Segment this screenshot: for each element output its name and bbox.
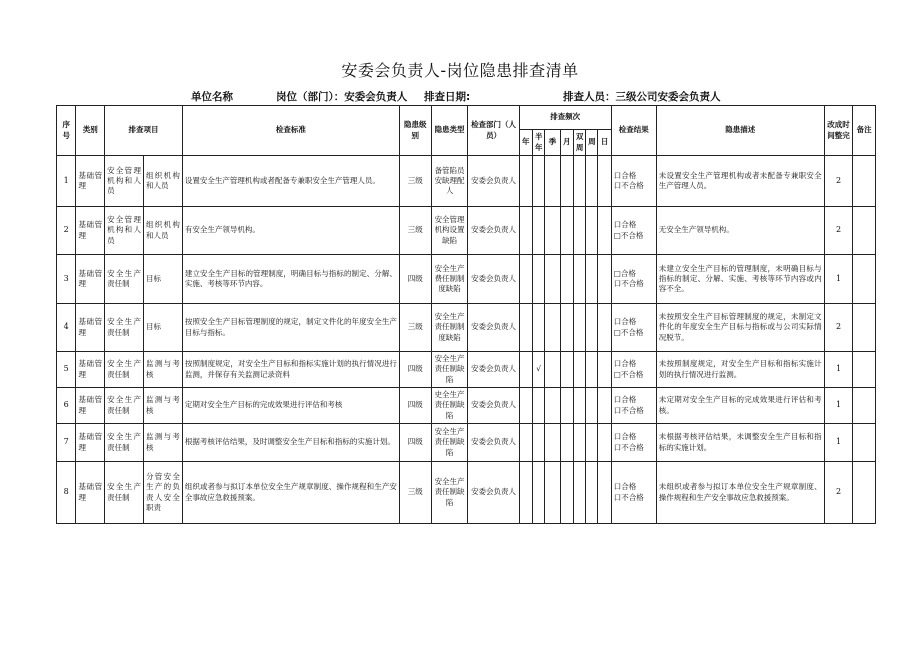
row-description: 未根据考核评估结果，未调整安全生产目标和指标的实施计划。 [656, 424, 824, 462]
row-hazard-type: 安全生产责任制缺陷 [431, 352, 468, 388]
row-result [611, 255, 656, 304]
row-freq-week [586, 388, 598, 424]
row-deadline: 2 [824, 156, 853, 207]
unit-label: 单位名称 [191, 91, 233, 103]
row-freq-week [586, 255, 598, 304]
pass-checkbox[interactable]: 口合格 [613, 220, 637, 230]
row-category: 基础管理 [76, 352, 105, 388]
header-freq-year: 年 [519, 130, 532, 156]
row-freq-year [519, 388, 532, 424]
header-item: 排查项目 [105, 106, 183, 156]
row-freq-biweek [573, 462, 585, 524]
post-label: 岗位（部门）：安委会负责人 [276, 91, 408, 103]
row-standard: 按照制度规定，对安全生产目标和指标实施计划的执行情况进行监测，并保存有关监测记录资料 [182, 352, 399, 388]
row-dept: 安委会负责人 [468, 424, 519, 462]
row-category: 基础管理 [76, 207, 105, 255]
row-freq-half [532, 156, 544, 207]
row-freq-month [560, 207, 573, 255]
row-number: 2 [57, 207, 76, 255]
row-freq-biweek [573, 388, 585, 424]
header-freq-biweek: 双周 [573, 130, 585, 156]
fail-checkbox[interactable]: □不合格 [613, 369, 644, 379]
row-freq-month [560, 255, 573, 304]
row-note [853, 388, 876, 424]
row-freq-season [545, 304, 560, 352]
row-dept: 安委会负责人 [468, 388, 519, 424]
row-level: 三级 [399, 156, 431, 207]
row-freq-year [519, 255, 532, 304]
row-dept: 安委会负责人 [468, 304, 519, 352]
row-freq-month [560, 352, 573, 388]
row-result [611, 352, 656, 388]
row-deadline: 2 [824, 207, 853, 255]
row-dept: 安委会负责人 [468, 156, 519, 207]
row-freq-day [598, 388, 611, 424]
table-row [57, 255, 876, 304]
row-number: 3 [57, 255, 76, 304]
header-dept: 检查部门（人员） [468, 106, 519, 156]
row-result [611, 304, 656, 352]
row-description: 未定期对安全生产目标的完成效果进行评估和考核。 [656, 388, 824, 424]
row-number: 5 [57, 352, 76, 388]
row-freq-month [560, 424, 573, 462]
row-freq-season [545, 156, 560, 207]
row-number: 8 [57, 462, 76, 524]
fail-checkbox[interactable]: □不合格 [613, 327, 644, 337]
row-standard: 按照安全生产目标管理制度的规定，制定文件化的年度安全生产目标与指标。 [182, 304, 399, 352]
row-freq-day [598, 352, 611, 388]
row-freq-biweek [573, 304, 585, 352]
header-freq-week: 周 [586, 130, 598, 156]
date-label: 排查日期: [424, 91, 471, 103]
document-title: 安委会负责人-岗位隐患排查清单 [341, 61, 579, 80]
row-hazard-type: 安全生产责任制缺陷 [431, 462, 468, 524]
row-freq-day [598, 462, 611, 524]
header-standard: 检查标准 [182, 106, 399, 156]
row-freq-month [560, 462, 573, 524]
row-note [853, 462, 876, 524]
row-freq-half [532, 388, 544, 424]
row-freq-biweek [573, 156, 585, 207]
table-row [57, 304, 876, 352]
row-item-main: 安全生产责任制 [105, 352, 144, 388]
row-note [853, 255, 876, 304]
row-level: 四级 [399, 388, 431, 424]
row-freq-year [519, 352, 532, 388]
row-freq-season [545, 388, 560, 424]
row-description: 无安全生产领导机构。 [656, 207, 824, 255]
row-deadline: 1 [824, 424, 853, 462]
row-item-main: 安全管理机构和人员 [105, 156, 144, 207]
inspection-table [56, 105, 876, 524]
row-freq-day [598, 424, 611, 462]
row-category: 基础管理 [76, 156, 105, 207]
row-freq-season [545, 207, 560, 255]
row-number: 4 [57, 304, 76, 352]
table-row [57, 352, 876, 388]
row-hazard-type: 史全生产责任制缺陷 [431, 388, 468, 424]
row-freq-week [586, 352, 598, 388]
row-level: 四级 [399, 255, 431, 304]
row-item-main: 安全生产责任制 [105, 462, 144, 524]
row-deadline: 1 [824, 388, 853, 424]
header-category: 类别 [76, 106, 105, 156]
row-deadline: 2 [824, 462, 853, 524]
row-freq-day [598, 304, 611, 352]
row-level: 四级 [399, 424, 431, 462]
row-freq-year [519, 424, 532, 462]
row-freq-half [532, 462, 544, 524]
header-freq-month: 月 [560, 130, 573, 156]
row-deadline: 1 [824, 255, 853, 304]
row-dept: 安委会负责人 [468, 255, 519, 304]
fail-checkbox[interactable]: 口不合格 [613, 405, 644, 415]
row-freq-biweek [573, 207, 585, 255]
row-description: 未组织或者参与拟订本单位安全生产规章制度、操作规程和生产安全事故应急救援预案。 [656, 462, 824, 524]
table-row [57, 156, 876, 207]
row-note [853, 424, 876, 462]
row-description: 未按照安全生产目标管理制度的规定，未制定文件化的年度安全生产目标与指标或与公司实际情况脱节。 [656, 304, 824, 352]
row-number: 7 [57, 424, 76, 462]
row-freq-week [586, 424, 598, 462]
pass-checkbox[interactable]: 口合格 [613, 395, 637, 405]
row-hazard-type: 安全生产责任制制度缺陷 [431, 304, 468, 352]
row-standard: 有安全生产领导机构。 [182, 207, 399, 255]
fail-checkbox[interactable]: 口不合格 [613, 279, 644, 288]
row-freq-week [586, 156, 598, 207]
row-note [853, 156, 876, 207]
row-note [853, 304, 876, 352]
fail-checkbox[interactable]: □不合格 [613, 230, 644, 240]
row-item-sub: 组织机构和人员 [143, 156, 182, 207]
row-category: 基础管理 [76, 424, 105, 462]
fail-checkbox[interactable]: 口不合格 [613, 492, 644, 502]
header-type: 隐患类型 [431, 106, 468, 156]
row-standard: 组织或者参与拟订本单位安全生产规章制度、操作规程和生产安全事故应急救援预案。 [182, 462, 399, 524]
pass-checkbox[interactable]: 口合格 [613, 359, 637, 369]
header-freq: 排查频次 [519, 106, 611, 130]
header-result: 检查结果 [611, 106, 656, 156]
row-item-sub: 监测与考核 [143, 352, 182, 388]
pass-checkbox[interactable]: □合格 [613, 268, 636, 278]
inspector-label: 排查人员：三级公司安委会负责人 [563, 91, 721, 103]
row-result [611, 388, 656, 424]
row-freq-season [545, 352, 560, 388]
row-item-sub: 组织机构和人员 [143, 207, 182, 255]
row-hazard-type: 备管陷员安缺理配人 [431, 156, 468, 207]
row-item-main: 安全生产责任制 [105, 255, 144, 304]
row-dept: 安委会负责人 [468, 207, 519, 255]
row-standard: 根据考核评估结果，及时调整安全生产目标和指标的实施计划。 [182, 424, 399, 462]
row-freq-year [519, 156, 532, 207]
row-freq-month [560, 304, 573, 352]
row-freq-day [598, 255, 611, 304]
row-freq-year [519, 304, 532, 352]
pass-checkbox[interactable]: 口合格 [613, 170, 637, 180]
row-freq-month [560, 156, 573, 207]
row-level: 三级 [399, 207, 431, 255]
row-freq-month [560, 388, 573, 424]
row-note [853, 207, 876, 255]
row-result [611, 156, 656, 207]
row-category: 基础管理 [76, 255, 105, 304]
header-freq-half: 半年 [532, 130, 544, 156]
row-category: 基础管理 [76, 304, 105, 352]
row-item-sub: 分管安全生产的负责人安全职责 [143, 462, 182, 524]
header-note: 备注 [853, 106, 876, 156]
row-freq-half [532, 207, 544, 255]
row-hazard-type: 安全生产责任制缺陷 [431, 424, 468, 462]
row-item-main: 安全生产责任制 [105, 304, 144, 352]
row-dept: 安委会负责人 [468, 352, 519, 388]
fail-checkbox[interactable]: 口不合格 [613, 442, 644, 452]
row-item-main: 安全管理机构和人员 [105, 207, 144, 255]
row-number: 6 [57, 388, 76, 424]
row-description: 未建立安全生产目标的管理制度，未明确目标与指标的制定、分解、实施、考核等环节内容或内容不全。 [656, 255, 824, 304]
fail-checkbox[interactable]: 口不合格 [613, 181, 644, 190]
row-freq-half [532, 424, 544, 462]
row-freq-year [519, 462, 532, 524]
pass-checkbox[interactable]: 口合格 [613, 482, 637, 492]
row-freq-biweek [573, 424, 585, 462]
row-hazard-type: 安全生产费任制制度缺陷 [431, 255, 468, 304]
header-deadline: 改成时间整完 [824, 106, 853, 156]
table-row [57, 388, 876, 424]
row-freq-half [532, 304, 544, 352]
row-freq-year [519, 207, 532, 255]
row-category: 基础管理 [76, 388, 105, 424]
row-freq-half [532, 255, 544, 304]
row-level: 三级 [399, 462, 431, 524]
row-note [853, 352, 876, 388]
header-desc: 隐患描述 [656, 106, 824, 156]
table-row [57, 462, 876, 524]
row-standard: 定期对安全生产目标的完成效果进行评估和考核 [182, 388, 399, 424]
table-row [57, 424, 876, 462]
row-dept: 安委会负责人 [468, 462, 519, 524]
header-freq-day: 日 [598, 130, 611, 156]
row-category: 基础管理 [76, 462, 105, 524]
row-item-sub: 目标 [143, 304, 182, 352]
header-no: 序号 [57, 106, 76, 156]
row-deadline: 1 [824, 352, 853, 388]
row-freq-season [545, 462, 560, 524]
row-item-sub: 监测与考核 [143, 388, 182, 424]
row-result [611, 462, 656, 524]
row-item-sub: 监测与考核 [143, 424, 182, 462]
header-level: 隐患级别 [399, 106, 431, 156]
pass-checkbox[interactable]: 口合格 [613, 432, 637, 442]
row-freq-season [545, 255, 560, 304]
row-result [611, 207, 656, 255]
row-deadline: 2 [824, 304, 853, 352]
row-description: 未设置安全生产管理机构或者未配备专兼职安全生产管理人员。 [656, 156, 824, 207]
row-freq-week [586, 207, 598, 255]
row-number: 1 [57, 156, 76, 207]
row-standard: 设置安全生产管理机构或者配备专兼职安全生产管理人员。 [182, 156, 399, 207]
row-level: 三级 [399, 304, 431, 352]
row-hazard-type: 安全管理机构设置缺陷 [431, 207, 468, 255]
row-freq-biweek [573, 255, 585, 304]
row-freq-day [598, 156, 611, 207]
row-item-sub: 目标 [143, 255, 182, 304]
row-freq-season [545, 424, 560, 462]
row-item-main: 安全生产责任制 [105, 424, 144, 462]
row-result [611, 424, 656, 462]
row-freq-week [586, 462, 598, 524]
row-standard: 建立安全生产目标的管理制度，明确目标与指标的制定、分解、实施、考核等环节内容。 [182, 255, 399, 304]
table-row [57, 207, 876, 255]
row-freq-day [598, 207, 611, 255]
row-description: 未按照制度规定，对安全生产目标和指标实施计划的执行情况进行监测。 [656, 352, 824, 388]
row-freq-half: √ [532, 352, 544, 388]
pass-checkbox[interactable]: 口合格 [613, 317, 637, 327]
row-item-main: 安全生产责任制 [105, 388, 144, 424]
row-freq-biweek [573, 352, 585, 388]
row-level: 四级 [399, 352, 431, 388]
row-freq-week [586, 304, 598, 352]
header-freq-season: 季 [545, 130, 560, 156]
